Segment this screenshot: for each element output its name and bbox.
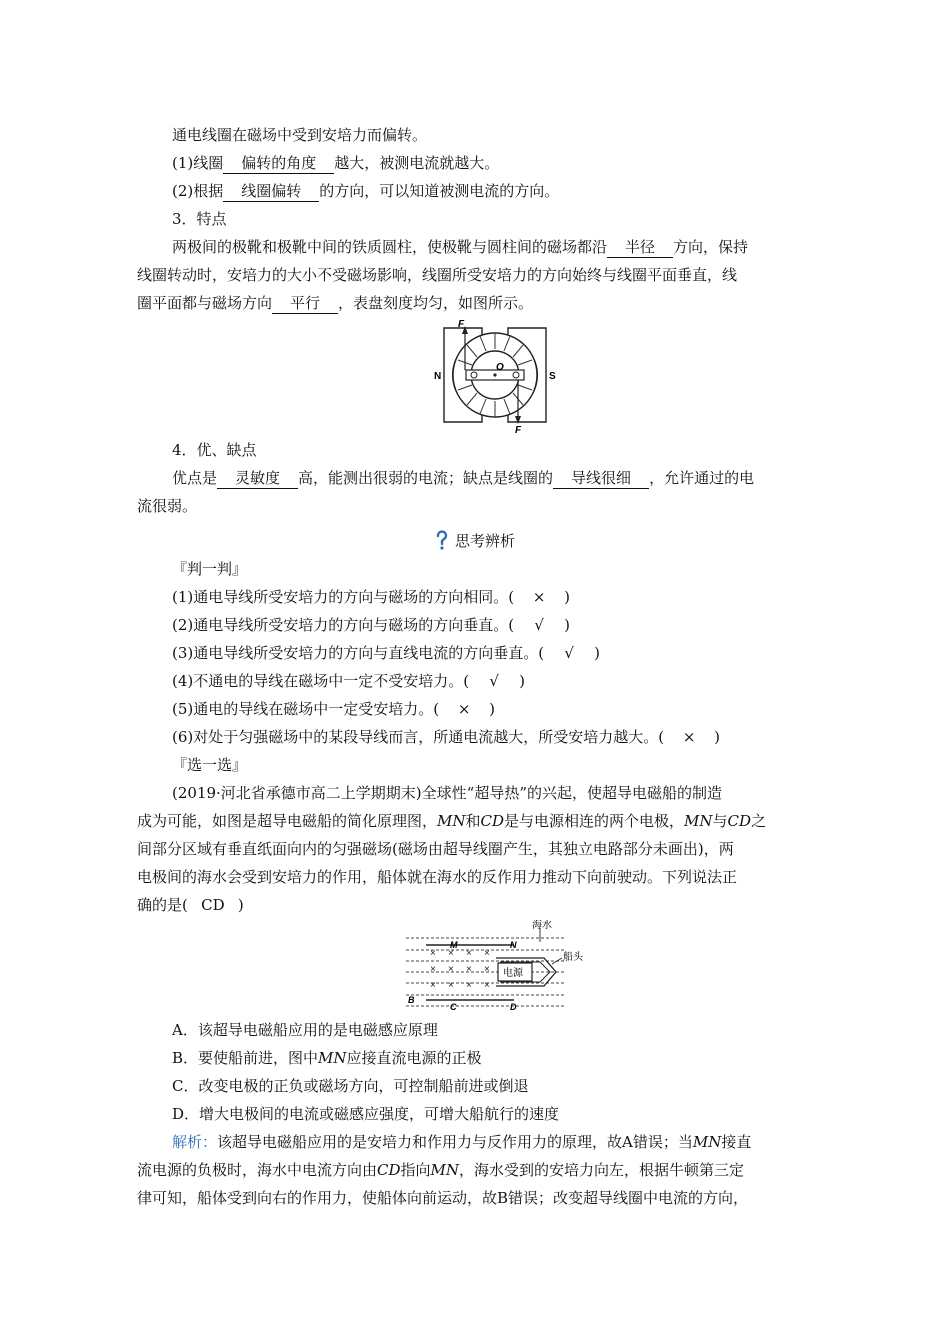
- q2-cd: CD: [480, 812, 505, 830]
- answer-blank-thin-wire: 导线很细: [553, 469, 649, 489]
- fill-item-1: [172, 153, 499, 174]
- option-b: [172, 1048, 482, 1068]
- q2-mn2: MN: [684, 812, 713, 830]
- question-answer: CD: [201, 896, 225, 914]
- svg-text:×: ×: [484, 948, 490, 959]
- pros-cons-line-1: [172, 468, 754, 489]
- fill-item-1-pre: (1)线圈: [172, 154, 224, 172]
- judge-item-1: [172, 587, 570, 607]
- q2-e: 之: [751, 812, 767, 830]
- analysis-2-mn: MN: [430, 1161, 460, 1179]
- judge-item-4: [172, 671, 525, 691]
- north-pole-label: N: [434, 371, 442, 382]
- magnetic-field-crosses: [430, 948, 490, 991]
- judge-mark: √: [489, 672, 499, 690]
- judge-close: ): [489, 700, 495, 718]
- analysis-1-mn: MN: [692, 1133, 722, 1151]
- features-line-3-post: ，表盘刻度均匀，如图所示。: [338, 294, 534, 312]
- svg-text:×: ×: [484, 980, 490, 991]
- power-source-label: 电源: [503, 968, 523, 979]
- thinking-figure-icon: [435, 530, 449, 550]
- judge-item-3: [172, 643, 600, 663]
- intro-text: 通电线圈在磁场中受到安培力而偏转。: [172, 126, 428, 144]
- svg-text:×: ×: [430, 948, 436, 959]
- axis-dot: [493, 373, 496, 376]
- analysis-1-a: 该超导电磁船应用的是安培力和作用力与反作用力的原理，故A错误；当: [217, 1133, 693, 1151]
- option-a: A．该超导电磁船应用的是电磁感应原理: [172, 1021, 438, 1039]
- judge-mark: ×: [532, 588, 546, 606]
- q2-c: 是与电源相连的两个电极，: [504, 812, 685, 830]
- judge-mark: √: [534, 616, 544, 634]
- analysis-line-3: 律可知，船体受到向右的作用力，使船体向前运动，故B错误；改变超导线圈中电流的方向，: [137, 1189, 749, 1207]
- judge-close: ): [564, 616, 570, 634]
- ship-figure: [400, 920, 590, 1010]
- pros-cons-text-b: 高，能测出很弱的电流；缺点是线圈的: [298, 469, 554, 487]
- analysis-1-b: 接直: [721, 1133, 752, 1151]
- svg-text:×: ×: [484, 964, 490, 975]
- judge-mark: ×: [457, 700, 471, 718]
- svg-text:×: ×: [448, 964, 454, 975]
- analysis-2-b: 指向: [400, 1161, 431, 1179]
- pros-cons-text-a: 优点是: [172, 469, 218, 487]
- judge-item-text: (4)不通电的导线在磁场中一定不受安培力。(: [172, 672, 470, 690]
- judge-item-6: [172, 727, 720, 747]
- svg-text:×: ×: [448, 948, 454, 959]
- pros-cons-text-c: ，允许通过的电: [649, 469, 755, 487]
- label-d: D: [510, 1002, 517, 1010]
- option-b-pre: B．要使船前进，图中: [172, 1049, 319, 1067]
- analysis-line-1: [172, 1132, 751, 1152]
- think-heading-text: 思考辨析: [454, 532, 515, 550]
- section-4-heading: 4．优、缺点: [172, 441, 257, 459]
- answer-blank-1: 偏转的角度: [223, 154, 334, 174]
- q5-pre: 确的是(: [137, 896, 188, 914]
- q2-b: 和: [465, 812, 481, 830]
- judge-item-text: (6)对处于匀强磁场中的某段导线而言，所通电流越大，所受安培力越大。(: [172, 728, 665, 746]
- label-b: B: [408, 995, 415, 1005]
- galvanometer-figure: [430, 318, 560, 434]
- answer-blank-sensitivity: 灵敏度: [217, 469, 298, 489]
- fill-item-2-pre: (2)根据: [172, 182, 224, 200]
- judge-close: ): [714, 728, 720, 746]
- choose-heading: 『选一选』: [172, 756, 248, 774]
- label-c: C: [450, 1002, 457, 1010]
- pros-cons-line-2: 流很弱。: [137, 497, 198, 515]
- judge-mark: ×: [682, 728, 696, 746]
- label-n: N: [510, 940, 517, 950]
- q2-mn: MN: [437, 812, 466, 830]
- answer-blank-parallel: 平行: [272, 294, 338, 314]
- fill-item-2: [172, 181, 559, 202]
- judge-item-2: [172, 615, 570, 635]
- judge-item-text: (1)通电导线所受安培力的方向与磁场的方向相同。(: [172, 588, 515, 606]
- bow-label: 船头: [563, 952, 583, 963]
- analysis-label: 解析：: [172, 1133, 218, 1151]
- judge-close: ): [564, 588, 570, 606]
- judge-mark: √: [564, 644, 574, 662]
- svg-text:×: ×: [448, 980, 454, 991]
- judge-heading: 『判一判』: [172, 560, 248, 578]
- svg-text:×: ×: [430, 980, 436, 991]
- features-line-1: [172, 237, 748, 258]
- fill-item-1-post: 越大，被测电流就越大。: [334, 154, 500, 172]
- force-label-bottom: F: [515, 425, 522, 434]
- q5-post: ): [237, 896, 244, 914]
- analysis-2-a: 流电源的负极时，海水中电流方向由: [137, 1161, 378, 1179]
- features-line-3-pre: 圈平面都与磁场方向: [137, 294, 273, 312]
- option-c: C．改变电极的正负或磁场方向，可控制船前进或倒退: [172, 1077, 529, 1095]
- question-line-2: [137, 811, 766, 831]
- judge-close: ): [519, 672, 525, 690]
- svg-text:×: ×: [466, 980, 472, 991]
- judge-close: ): [594, 644, 600, 662]
- label-m: M: [450, 940, 458, 950]
- q2-cd2: CD: [727, 812, 752, 830]
- features-line-1-post: 方向，保持: [673, 238, 749, 256]
- features-line-1-pre: 两极间的极靴和极靴中间的铁质圆柱，使极靴与圆柱间的磁场都沿: [172, 238, 608, 256]
- analysis-2-cd: CD: [377, 1161, 401, 1179]
- option-d: D．增大电极间的电流或磁感应强度，可增大船航行的速度: [172, 1105, 560, 1123]
- option-b-mn: MN: [318, 1049, 347, 1067]
- think-heading: [0, 530, 950, 551]
- south-pole-label: S: [549, 371, 556, 382]
- svg-text:×: ×: [430, 964, 436, 975]
- axis-label-o: O: [496, 362, 504, 373]
- force-label-top: F: [458, 319, 465, 330]
- q2-d: 与: [712, 812, 728, 830]
- option-b-post: 应接直流电源的正极: [346, 1049, 482, 1067]
- features-line-2: 线圈转动时，安培力的大小不受磁场影响，线圈所受安培力的方向始终与线圈平面垂直，线: [137, 266, 738, 284]
- question-line-1: (2019·河北省承德市高二上学期期末)全球性“超导热”的兴起，使超导电磁船的制造: [172, 784, 722, 802]
- analysis-2-c: ，海水受到的安培力向左，根据牛顿第三定: [459, 1161, 745, 1179]
- q2-a: 成为可能，如图是超导电磁船的简化原理图，: [137, 812, 438, 830]
- answer-blank-radius: 半径: [607, 238, 673, 258]
- question-line-5: [137, 895, 244, 915]
- svg-text:×: ×: [466, 948, 472, 959]
- features-line-3: [137, 293, 533, 314]
- question-line-3: 间部分区域有垂直纸面向内的匀强磁场(磁场由超导线圈产生，其独立电路部分未画出)，两: [137, 840, 734, 858]
- question-line-4: 电极间的海水会受到安培力的作用，船体就在海水的反作用力推动下向前驶动。下列说法正: [137, 868, 738, 886]
- fill-item-2-post: 的方向，可以知道被测电流的方向。: [319, 182, 560, 200]
- analysis-line-2: [137, 1160, 744, 1180]
- seawater-label: 海水: [532, 920, 552, 931]
- section-3-heading: 3．特点: [172, 210, 227, 228]
- svg-text:×: ×: [466, 964, 472, 975]
- judge-item-text: (2)通电导线所受安培力的方向与磁场的方向垂直。(: [172, 616, 515, 634]
- judge-item-5: [172, 699, 495, 719]
- judge-item-text: (3)通电导线所受安培力的方向与直线电流的方向垂直。(: [172, 644, 545, 662]
- judge-item-text: (5)通电的导线在磁场中一定受安培力。(: [172, 700, 440, 718]
- answer-blank-2: 线圈偏转: [223, 182, 319, 202]
